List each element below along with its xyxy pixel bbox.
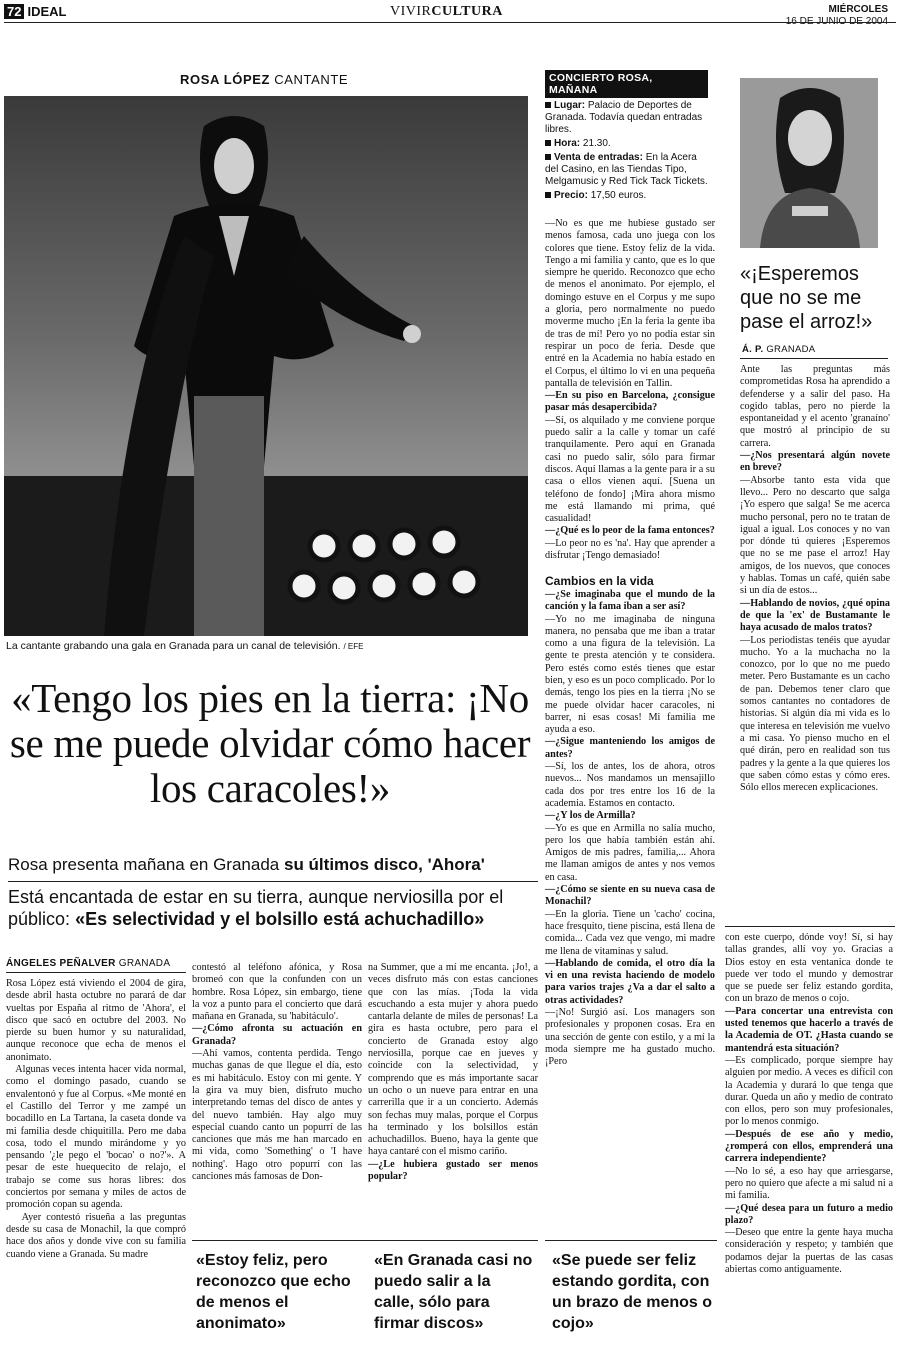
subhead — [8, 855, 538, 875]
col4-question-6: —¿Cómo se siente en su nueva casa de Monachil? — [545, 884, 718, 908]
article-column-2 — [192, 962, 365, 1230]
col4-answer-3: —Yo no me imaginaba de ninguna manera, no pensaba que me iban a tratar como a una figura de la televisión. La gente te presta atención y te considera. Pero estés como estés tienes que estar bien, y eso es un poco complicado. Por lo demás, tengo los pies en la tierra ¡No se me puede olvidar hacer caracoles, ni barrer, ni esas cosas! Mi familia me ayuda a eso. — [545, 613, 718, 736]
col5-question-1: —Para concertar una entrevista con usted tenemos que hacerlo a través de la Academia de OT. ¿Hasta cuando se mantendrá esta situación? — [725, 1005, 896, 1054]
caption-text: La cantante grabando una gala en Granada para un canal de televisión. — [6, 640, 341, 652]
info-item-price — [545, 190, 708, 202]
col5-question-2: —Después de ese año y medio, ¿romperá con ellos, emprenderá una carrera independiente? — [725, 1128, 896, 1165]
dek-lead: Está encantada de estar en su tierra, aunque nerviosilla por el público: — [8, 887, 504, 929]
info-item-time — [545, 138, 708, 150]
info-item-tickets — [545, 152, 708, 188]
dek — [8, 886, 538, 930]
col4-question-2: —¿Qué es lo peor de la fama entonces? — [545, 525, 715, 537]
bullet-icon — [545, 102, 551, 108]
col4-answer-5: —Yo es que en Armilla no salía mucho, pero los que había también están ahí. Amigos de mis padres, familia,... Ahora me llaman amigos de antes y nos vemos en casa. — [545, 822, 718, 883]
header-rule — [4, 22, 896, 23]
subhead-lead: Rosa presenta mañana en Granada — [8, 855, 280, 874]
headline: «Tengo los pies en la tierra: ¡No se me puede olvidar cómo hacer los caracoles!» — [9, 675, 531, 811]
col5-answer-2: —No lo sé, a eso hay que arriesgarse, pero no quiero que afecte a mi salud ni a mi familia. — [725, 1165, 896, 1202]
date: 16 DE JUNIO DE 2004 — [785, 16, 888, 27]
info-label: Lugar: — [554, 100, 586, 111]
sidebar-intro: Ante las preguntas más comprometidas Rosa ha aprendido a defenderse y a salir del paso. Ha cogido tablas, pero no pierde la espontaneidad y el acento 'granaíno' que mostró al principio de su carrera. — [740, 364, 893, 449]
page-number: 72 — [4, 4, 24, 19]
sidebar-quote: «¡Esperemos que no se me pase el arroz!» — [740, 263, 873, 333]
article-column-3 — [368, 962, 541, 1230]
byline — [6, 958, 170, 969]
sidebar-bottom-rule — [725, 926, 895, 927]
byline-rule — [6, 972, 186, 973]
page-header-left — [4, 4, 66, 19]
col4-question-1: —En su piso en Barcelona, ¿consigue pasar más desapercibida? — [545, 390, 718, 414]
col2-answer: —Ahí vamos, contenta perdida. Tengo muchas ganas de que llegue el día, esto es mi habitáculo. Estoy con mi gente. Y la gira va muy bien, disfruto mucho interpretando temas del disco de antes y del nuevo también. Hay algo muy especial cuando canto un popurrí de las canciones que más me han marcado en mi vida, como 'Something' o 'I have nothing'. Hago otro popurrí con las canciones más famosas de Don- — [192, 1048, 365, 1183]
section-title — [390, 4, 503, 20]
col5-question-3: —¿Qué desea para un futuro a medio plazo? — [725, 1202, 896, 1226]
info-text: En la Acera del Casino, en las Tiendas Tipo, Melgamusic y Red Tick Tack Tickets. — [545, 152, 708, 187]
col3-question: —¿Le hubiera gustado ser menos popular? — [368, 1158, 541, 1183]
info-text: Palacio de Deportes de Granada. Todavía quedan entradas libres. — [545, 100, 703, 135]
pull-quote-rule — [192, 1240, 538, 1241]
sidebar-question-2: —Hablando de novios, ¿qué opina de que la 'ex' de Bustamante le haya acusado de malos tratos? — [740, 597, 893, 634]
main-photo — [4, 96, 528, 636]
subsection-heading: Cambios en la vida — [545, 573, 654, 588]
photo-credit: / EFE — [343, 642, 364, 651]
pull-quote-rule-3 — [545, 1240, 717, 1241]
dek-rule — [8, 881, 538, 882]
sidebar-answer-1: —Absorbe tanto esta vida que llevo... Pero no descarto que salga ¡Yo espero que salga! Se me acerca mucho personal, pero no te tratan de igual a igual. Los conoces y no van por dónde tú quieres ¡Esperemos que no se me pase el arroz! Hay amigos, de los nuevos, que conoces y hablas. Tomas un café, quién sabe si un día de estos... — [740, 474, 893, 597]
bullet-icon — [545, 140, 551, 146]
portrait-illustration — [740, 78, 878, 248]
article-column-4 — [545, 218, 718, 1236]
dek-bold: «Es selectividad y el bolsillo está achuchadillo» — [75, 909, 485, 929]
info-text: 17,50 euros. — [590, 190, 647, 201]
sidebar-byline-author: Á. P. — [742, 344, 764, 355]
sidebar-answer-2: —Los periodistas tenéis que ayudar mucho. Yo a la muchacha no la conozco, por lo que no me puedo meter. Pero Bustamante es un cacho de pan. Debemos tener claro que somos cantantes no contadores de historias. Si algún día mi vida es lo que interesa en televisión me vuelvo a mi casa. Yo pienso mucho en el qué dirán, pero en realidad son tus padres y la gente a la que quieres los que saben cómo estas y cómo eres. Sólo ellos merecen explicaciones. — [740, 634, 893, 794]
section-title-light: VIVIR — [390, 4, 432, 19]
byline-place: GRANADA — [118, 958, 171, 969]
col5-answer-1: —Es complicado, porque siempre hay alguien por medio. A veces es difícil con la Academia y durará lo que tenga que durar. Queda un año y medio de contrato con ellos, pero son muy profesionales, por lo menos conmigo. — [725, 1054, 896, 1128]
kicker — [180, 72, 348, 87]
col5-answer-3: —Deseo que entre la gente haya mucha consideración y respeto; y también que podamos dejar la puertas de las casas abiertas como antiguamente. — [725, 1227, 896, 1276]
portrait-photo — [740, 78, 878, 248]
pull-quote-3: «Se puede ser feliz estando gordita, con un brazo de menos o cojo» — [552, 1252, 713, 1332]
col4-question-4: —¿Sigue manteniendo los amigos de antes? — [545, 736, 718, 760]
pull-quote-2: «En Granada casi no puedo salir a la calle, sólo para firmar discos» — [374, 1252, 533, 1332]
weekday: MIÉRCOLES — [828, 4, 888, 15]
sidebar-byline-place: GRANADA — [766, 344, 816, 355]
info-text: 21.30. — [582, 138, 611, 149]
col3-text: na Summer, que a mí me encanta. ¡Jo!, a veces disfruto más con estas canciones que con las mías. ¡Toda la vida escuchando a esta mujer y ahora puedo cantarla delante de miles de personas! La gira es hasta octubre, pero para el concierto de Granada estoy algo nerviosilla, porque cae en jueves y coincide con la selectividad, y comprendo que es más importante sacar un ocho o un nueve para entrar en una carrerilla que ir a un concierto. Además son fechas muy malas, porque el Corpus ha terminado y los bolsillos están achuchadillos. Bueno, haya la gente que haya cantaré con el mismo cariño. — [368, 962, 541, 1158]
kicker-role: CANTANTE — [274, 72, 349, 87]
info-label: Venta de entradas: — [554, 152, 643, 163]
sidebar-byline — [742, 344, 815, 355]
byline-author: ÁNGELES PEÑALVER — [6, 958, 116, 969]
col4-question-5: —¿Y los de Armilla? — [545, 810, 636, 822]
col2-question: —¿Cómo afronta su actuación en Granada? — [192, 1023, 365, 1047]
photo-singer-illustration — [4, 96, 528, 636]
col4-answer-1: —Sí, os alquilado y me conviene porque puedo salir a la calle y tomar un café tranquilamente. Pero aquí en Granada casi no puedo salir, sólo para firmar discos. Aquí llamas a la gente para ir a su casa o ellos vienen aquí. [Suena un teléfono de fondo] ¡Mira ahora mismo me está llamando mi prima, qué casualidad! — [545, 414, 718, 525]
sidebar-rule — [740, 358, 888, 359]
col4-answer-6: —En la gloria. Tiene un 'cacho' cocina, hace fresquito, tiene piscina, está llena de comida... Cada vez que vengo, mi madre me llena de vitaminas y salud. — [545, 908, 718, 957]
paper-name: IDEAL — [27, 4, 67, 19]
kicker-name: ROSA LÓPEZ — [180, 72, 271, 87]
info-box-title: CONCIERTO ROSA, MAÑANA — [545, 70, 708, 98]
photo-caption — [6, 640, 526, 652]
concert-info-box — [545, 70, 708, 202]
col4-answer-7: —¡No! Surgió así. Los managers son profesionales y proponen cosas. Era en una sección de gente con estilo, y a mí la moda siempre me ha gustado mucho. ¡Pero — [545, 1007, 718, 1068]
info-label: Hora: — [554, 138, 581, 149]
col2-text: contestó al teléfono afónica, y Rosa bromeó con que la confunden con un hombre. Rosa López, sin embargo, tiene la voz a punto para el concierto que dará mañana en Granada, su 'habitáculo'. — [192, 962, 365, 1023]
article-column-1: Rosa López está viviendo el 2004 de gira, desde abril hasta octubre no parará de dar vueltas por España al ritmo de 'Ahora', el disco que sacó en octubre del 2003. No pierde su buen humor y su naturalidad, aunque reconoce que echa de menos el anonimato. Algunas veces intenta hacer vida normal, como el domingo pasado, cuando se envalentonó y fue al Corpus. «Me monté en el Castillo del Terror y me zampé un bocadillo en La Tartana, la caseta donde va mi familia desde chiquitilla. Pero me daba cosa, todo el mundo mirándome y yo pensando '¿le pego el 'bocao' o no?'». A pesar de este huequecito de relajo, el trabajo se come sus horas libres: dos conciertos por semana y miles de actos de promoción copan su agenda. Ayer contestó risueña a las preguntas desde su casa de Monachil, la que compró hace dos años y donde vive con su familia cuando viene a Granada. Su madre — [6, 978, 186, 1260]
col4-question-3: —¿Se imaginaba que el mundo de la canción y la fama iban a ser así? — [545, 588, 718, 613]
col4-answer-0: —No es que me hubiese gustado ser menos famosa, cada uno juega con los colores que tiene. Estoy feliz de la vida. Tengo a mi familia y canto, que es lo que siempre he querido. Reconozco que echo de menos el anonimato. Por ejemplo, el domingo estuve en el Corpus y me supo a gloria, pero normalmente no puedo moverme mucho ¡En la feria la gente iba de tras de mí! Pero yo no podía estar sin respirar un poco de feria. Desde que entré en la Academia no había estado en el Corpus, el último lo vi en una pequeña pantalla de televisión en Tallin. — [545, 218, 718, 389]
sidebar-column — [740, 364, 893, 919]
date-block — [786, 4, 888, 28]
bullet-icon — [545, 192, 551, 198]
col4-answer-4: —Sí, los de antes, los de ahora, otros nuevos... Nos mandamos un mensajillo cada dos por tres entre los 16 de la academia. Estamos en contacto. — [545, 761, 718, 809]
section-title-bold: CULTURA — [431, 4, 503, 19]
subhead-bold: su últimos disco, 'Ahora' — [283, 855, 485, 874]
bullet-icon — [545, 154, 551, 160]
pull-quote-1: «Estoy feliz, pero reconozco que echo de menos el anonimato» — [196, 1252, 351, 1332]
info-label: Precio: — [554, 190, 588, 201]
col4-question-7: —Hablando de comida, el otro día la vi en una revista haciendo de modelo para varios trajes ¿Va a dar el salto a otras actividades? — [545, 957, 718, 1006]
info-item-venue — [545, 100, 708, 136]
col5-answer-0: con este cuerpo, dónde voy! Sí, si hay tallas grandes, allí voy yo. Gracias a Dios estoy en esta ventanica donde te puede ver todo el mundo y demostrar que se puede ser feliz estando gordita, con un brazo de menos o cojo. — [725, 932, 896, 1005]
article-column-5 — [725, 932, 896, 1362]
sidebar-question-1: —¿Nos presentará algún novete en breve? — [740, 450, 893, 474]
col4-answer-2: —Lo peor no es 'na'. Hay que aprender a disfrutar ¡Tengo demasiado! — [545, 537, 718, 562]
